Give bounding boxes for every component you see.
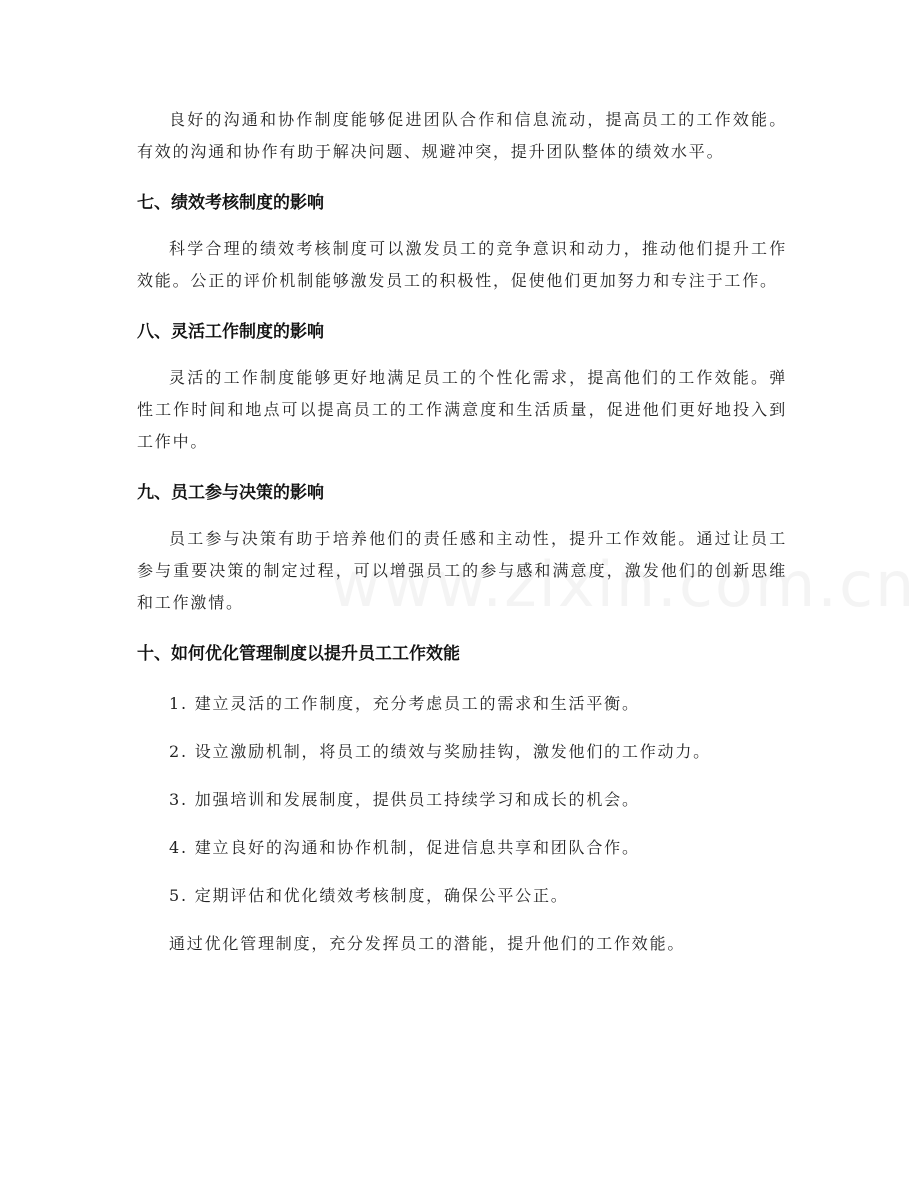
heading-optimize-management: 十、如何优化管理制度以提升员工工作效能: [137, 644, 460, 664]
paragraph-employee-participation: 员工参与决策有助于培养他们的责任感和主动性，提升工作效能。通过让员工参与重要决策的制定过程，可以增强员工的参与感和满意度，激发他们的创新思维和工作激情。: [137, 529, 787, 612]
paragraph-flexible-work: 灵活的工作制度能够更好地满足员工的个性化需求，提高他们的工作效能。弹性工作时间和地点可以提高员工的工作满意度和生活质量，促进他们更好地投入到工作中。: [137, 368, 787, 451]
heading-employee-participation: 九、员工参与决策的影响: [137, 483, 324, 503]
paragraph-performance-appraisal: 科学合理的绩效考核制度可以激发员工的竞争意识和动力，推动他们提升工作效能。公正的评价机制能够激发员工的积极性，促使他们更加努力和专注于工作。: [137, 239, 787, 290]
list-item: 4. 建立良好的沟通和协作机制，促进信息共享和团队合作。: [169, 838, 640, 857]
list-item: 5. 定期评估和优化绩效考核制度，确保公平公正。: [169, 886, 569, 905]
document-page: [137, 104, 787, 956]
paragraph-communication: 良好的沟通和协作制度能够促进团队合作和信息流动，提高员工的工作效能。有效的沟通和协作有助于解决问题、规避冲突，提升团队整体的绩效水平。: [137, 110, 787, 161]
list-item: 2. 设立激励机制，将员工的绩效与奖励挂钩，激发他们的工作动力。: [169, 742, 711, 761]
heading-flexible-work: 八、灵活工作制度的影响: [137, 322, 324, 342]
heading-performance-appraisal: 七、绩效考核制度的影响: [137, 193, 324, 213]
list-item: 1. 建立灵活的工作制度，充分考虑员工的需求和生活平衡。: [169, 694, 640, 713]
closing-paragraph: 通过优化管理制度，充分发挥员工的潜能，提升他们的工作效能。: [169, 934, 686, 953]
list-item: 3. 加强培训和发展制度，提供员工持续学习和成长的机会。: [169, 790, 640, 809]
